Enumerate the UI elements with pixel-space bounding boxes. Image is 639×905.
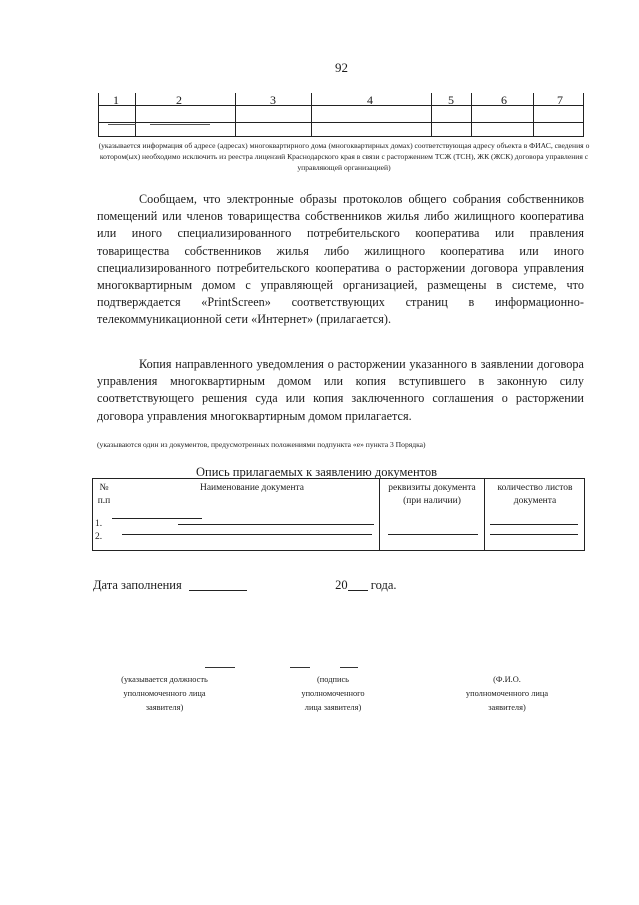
signature-line xyxy=(205,667,235,668)
header-requisites: реквизиты документа (при наличии) xyxy=(388,483,476,506)
col-number: 5 xyxy=(448,93,454,107)
table-col-line xyxy=(311,93,312,137)
col-number: 6 xyxy=(501,93,507,107)
year-blank xyxy=(348,590,368,591)
signature-sign-caption: (подпись уполномоченного лица заявителя) xyxy=(301,675,365,712)
table-col-line xyxy=(98,93,99,137)
row-line xyxy=(490,524,578,525)
table-col-line xyxy=(235,93,236,137)
table-col-line xyxy=(484,478,485,550)
scan-mark xyxy=(150,124,210,125)
table-col-line xyxy=(583,93,584,137)
table-border-mid xyxy=(98,122,584,123)
table-col-line xyxy=(431,93,432,137)
header-name: Наименование документа xyxy=(199,483,305,493)
address-table xyxy=(98,93,584,137)
table-border-bottom xyxy=(92,550,585,551)
table-col-line xyxy=(379,478,380,550)
table-col-line xyxy=(135,93,136,137)
header-num: № п.п xyxy=(97,483,111,506)
col-number: 7 xyxy=(557,93,563,107)
signature-name-caption: (Ф.И.О. уполномоченного лица заявителя) xyxy=(465,675,549,712)
row-line xyxy=(490,534,578,535)
col-number: 1 xyxy=(113,93,119,107)
address-caption: (указывается информация об адресе (адресах) многоквартирного дома (многоквартирных домах) соответствующая адресу объекта в ФИАС, сведения о котором(ых) необходимо исключить из реестра лицензий Краснодарского края в связи с расторжением ТСЖ (ТСН), ЖК (ЖСК) договора управления с управляющей организацией) xyxy=(98,141,590,172)
year-suffix: года. xyxy=(370,578,397,592)
date-blank xyxy=(189,590,247,591)
col-number: 2 xyxy=(176,93,182,107)
paragraph-note: (указываются один из документов, предусмотренных положениями подпункта «e» пункта 3 Порядка) xyxy=(97,440,426,449)
row-number: 1. xyxy=(95,519,103,529)
table-border-top xyxy=(92,478,585,479)
signature-line xyxy=(340,667,358,668)
row-number: 2. xyxy=(95,532,103,542)
docs-table xyxy=(92,478,585,551)
page-number: 92 xyxy=(335,60,348,75)
table-border-bottom xyxy=(98,136,584,137)
docs-table-title: Опись прилагаемых к заявлению документов xyxy=(196,465,438,479)
year-prefix: 20 xyxy=(335,578,348,592)
table-col-line xyxy=(533,93,534,137)
date-line xyxy=(93,578,397,593)
table-col-line xyxy=(584,478,585,550)
scan-mark xyxy=(108,124,136,125)
signature-line xyxy=(290,667,310,668)
row-line xyxy=(112,518,202,519)
table-col-line xyxy=(92,478,93,550)
signature-position-caption: (указывается должность уполномоченного лица заявителя) xyxy=(121,675,208,712)
paragraph-protocols: Сообщаем, что электронные образы протоколов общего собрания собственников помещений или членов товарищества собственников жилья либо жилищного кооператива или иного специализированного потребительского кооператива или правления товарищества собственников жилья либо жилищного кооператива или иного специализированного потребительского кооператива о расторжении договора управления многоквартирным домом с управляющей организацией, размещены в системе, что подтверждается «PrintScreen» соответствующих страниц в информационно-телекоммуникационной сети «Интернет» (прилагается). xyxy=(97,192,584,327)
row-line xyxy=(122,534,372,535)
col-number: 4 xyxy=(367,93,373,107)
table-border-top xyxy=(98,105,584,106)
row-line xyxy=(178,524,374,525)
paragraph-notice-copy: Копия направленного уведомления о расторжении указанного в заявлении договора управления многоквартирным домом или копия вступившего в законную силу соответствующего решения суда или копия заключенного соглашения о расторжении договора управления многоквартирным домом прилагается. xyxy=(97,357,584,423)
col-number: 3 xyxy=(270,93,276,107)
date-label: Дата заполнения xyxy=(93,578,182,592)
table-col-line xyxy=(471,93,472,137)
row-line xyxy=(388,534,478,535)
header-sheets: количество листов документа xyxy=(497,483,573,506)
